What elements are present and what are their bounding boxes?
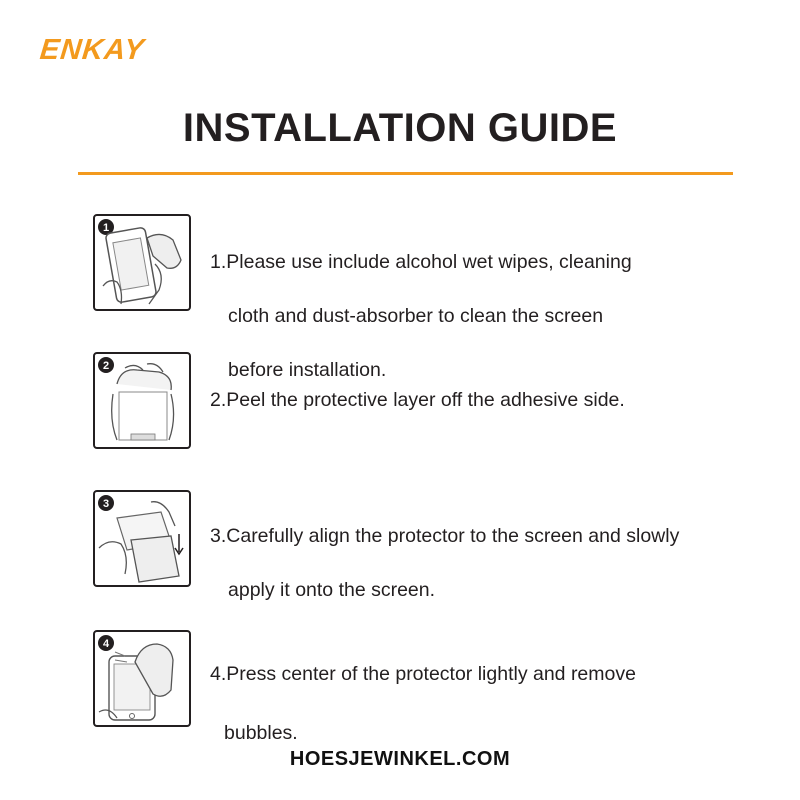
- step-2-text: [210, 360, 750, 441]
- svg-text:3: 3: [102, 498, 110, 510]
- step-4-line-2: bubbles.: [224, 722, 298, 744]
- brand-logo: ENKAY: [38, 34, 147, 66]
- step-3-line-2: apply it onto the screen.: [228, 579, 436, 601]
- step-1-line-2: cloth and dust-absorber to clean the screen: [228, 305, 604, 327]
- step-1-line-3: before installation.: [228, 359, 387, 381]
- svg-text:4: 4: [102, 638, 110, 650]
- svg-text:2: 2: [102, 360, 110, 372]
- step-2-line-1: 2.Peel the protective layer off the adhesive side.: [210, 389, 625, 411]
- title-divider: [78, 172, 733, 175]
- website-footer: HOESJEWINKEL.COM: [289, 748, 511, 770]
- step-1-line-1: 1.Please use include alcohol wet wipes, cleaning: [210, 251, 632, 273]
- page-title: INSTALLATION GUIDE: [182, 106, 618, 150]
- svg-text:1: 1: [102, 222, 110, 234]
- step-3-line-1: 3.Carefully align the protector to the screen and slowly: [210, 525, 680, 547]
- step-4-illustration: [93, 630, 191, 727]
- step-4-line-1: 4.Press center of the protector lightly and remove: [210, 663, 636, 685]
- step-3-illustration: [93, 490, 191, 587]
- step-1-illustration: [93, 214, 191, 311]
- step-2-illustration: [93, 352, 191, 449]
- step-3-text: [210, 496, 750, 631]
